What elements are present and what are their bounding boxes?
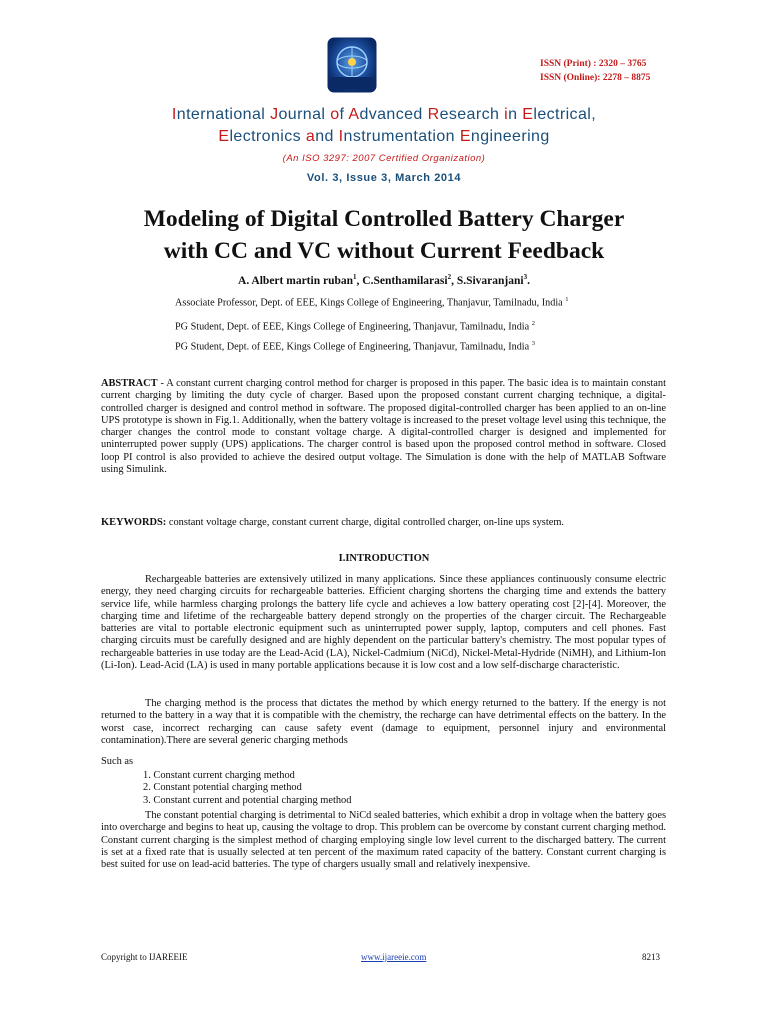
- footer-url-link[interactable]: www.ijareeie.com: [361, 952, 427, 962]
- journal-word: and: [305, 128, 334, 145]
- such-as-text: Such as: [101, 756, 134, 767]
- abstract-label: ABSTRACT: [101, 378, 158, 389]
- list-item: 2. Constant potential charging method: [143, 782, 302, 794]
- journal-word: Advanced: [348, 106, 423, 123]
- issn-online: ISSN (Online): 2278 – 8875: [540, 73, 651, 83]
- journal-word: in: [504, 106, 518, 123]
- issn-block: [540, 57, 650, 85]
- volume-issue: Vol. 3, Issue 3, March 2014: [306, 172, 462, 184]
- affiliation-1: Associate Professor, Dept. of EEE, Kings College of Engineering, Thanjavur, Tamilnadu, India $^1$: [175, 296, 569, 309]
- title-line2: with CC and VC without Current Feedback: [163, 238, 605, 264]
- author-name: A. Albert martin ruban: [238, 274, 354, 287]
- keywords-text: constant voltage charge, constant current charge, digital controlled charger, on-line ups system.: [166, 517, 565, 528]
- journal-logo: [327, 37, 377, 93]
- section-heading-introduction: I.INTRODUCTION: [338, 553, 430, 564]
- keywords: [101, 517, 666, 529]
- intro-paragraph-1: Rechargeable batteries are extensively utilized in many applications. Since these appliances continuously consume electric energy, they need charging circuits for rechargeable batteries. Efficient charging shortens the charging time and extends the battery service life, while harmless charging prolongs the battery life cycle and achieves a low battery operating cost [2]-[4]. Moreover, the charging time and lifetime of the rechargeable battery depend strongly on the properties of the charger circuit. The Rechargeable batteries are vital to portable electronic equipment such as uninterrupted power supply, laptop, computers and cell phones. Fast charging circuits must be carefully designed and are highly dependent on the particular battery's chemistry. The most popular types of rechargeable batteries in use today are the Lead-Acid (LA), Nickel-Cadmium (NiCd), Nickel-Metal-Hydride (NiMH), and Lithium-Ion (Li-Ion). Lead-Acid (LA) is used in many portable applications because it is low cost and a low self-discharge characteristic.: [101, 574, 666, 672]
- footer-copyright: Copyright to IJAREEIE: [101, 952, 188, 962]
- list-item: 3. Constant current and potential charging method: [143, 794, 352, 806]
- intro-paragraph-3: The constant potential charging is detrimental to NiCd sealed batteries, which exhibit a drop in voltage when the battery goes into overcharge and begins to heat up, causing the voltage to drop. This problem can be overcome by constant current charging method. Constant current charging is the simplest method of charging employing single low level current to the discharged battery. The current is set at a fixed rate that is usually selected at ten percent of the maximum rated capacity of the battery. Constant current charging is best suited for use on lead-acid batteries. The type of chargers usually small and relatively inexpensive.: [101, 810, 666, 871]
- affiliation-3: PG Student, Dept. of EEE, Kings College of Engineering, Thanjavur, Tamilnadu, India $^3$: [175, 340, 535, 353]
- affiliation-2: PG Student, Dept. of EEE, Kings College of Engineering, Thanjavur, Tamilnadu, India $^2$: [175, 320, 535, 333]
- journal-name-line1: [0, 104, 768, 126]
- iso-certification: (An ISO 3297: 2007 Certified Organization): [282, 153, 486, 164]
- charging-methods-list: [143, 770, 351, 807]
- issn-print: ISSN (Print) : 2320 – 3765: [540, 59, 647, 69]
- paper-title: [60, 203, 708, 267]
- journal-word: International: [171, 106, 266, 123]
- intro-paragraph-2: The charging method is the process that dictates the method by which energy returned to the battery. If the energy is not returned to the battery in a way that it is compatible with the chemistry, the recharge can have detrimental effects on the battery. In the worst case, incorrect recharging can cause safety event (damage to equipment, personnel injury and environmental contamination).There are several generic charging methods: [101, 698, 666, 746]
- journal-word: Instrumentation: [338, 128, 455, 145]
- abstract-text: - A constant current charging control method for charger is proposed in this paper. The basic idea is to maintain constant current charging by limiting the duty cycle of charger. Based upon the proposed constant current charging technique, a digital-controlled charger is designed and control method in software. The proposed digital-controlled charger has been applied to an on-line UPS prototype is shown in Fig.1. Additionally, when the battery voltage is increased to the preset voltage level using this technique, the charger changes the control mode to constant voltage charge. A digital-controlled charger is designed and implemented for uninterrupted power supply (UPS) applications. The charger control is based upon the proposed control method in software. Closed loop PI control is also provided to achieve the desired output voltage. The Simulation is done with the help of MATLAB Software using Simulink.: [101, 378, 666, 476]
- abstract: [101, 378, 666, 476]
- keywords-label: KEYWORDS:: [101, 517, 167, 528]
- journal-word: Electronics: [218, 128, 302, 145]
- title-line1: Modeling of Digital Controlled Battery Charger: [143, 206, 625, 232]
- list-item: 1. Constant current charging method: [143, 770, 295, 781]
- journal-word: of: [330, 106, 345, 123]
- journal-name: [0, 104, 768, 148]
- journal-word: Electrical,: [522, 106, 597, 123]
- journal-word: Research: [427, 106, 500, 123]
- author-name: C.Senthamilarasi: [362, 274, 448, 287]
- author-name: S.Sivaranjani: [456, 274, 524, 287]
- footer-page-number: 8213: [642, 952, 660, 962]
- journal-name-line2: [0, 126, 768, 148]
- journal-word: Engineering: [459, 128, 550, 145]
- author-list: A. Albert martin ruban$^1$, C.Senthamilarasi$^2$, S.Sivaranjani$^3$.: [238, 273, 530, 287]
- journal-word: Journal: [270, 106, 326, 123]
